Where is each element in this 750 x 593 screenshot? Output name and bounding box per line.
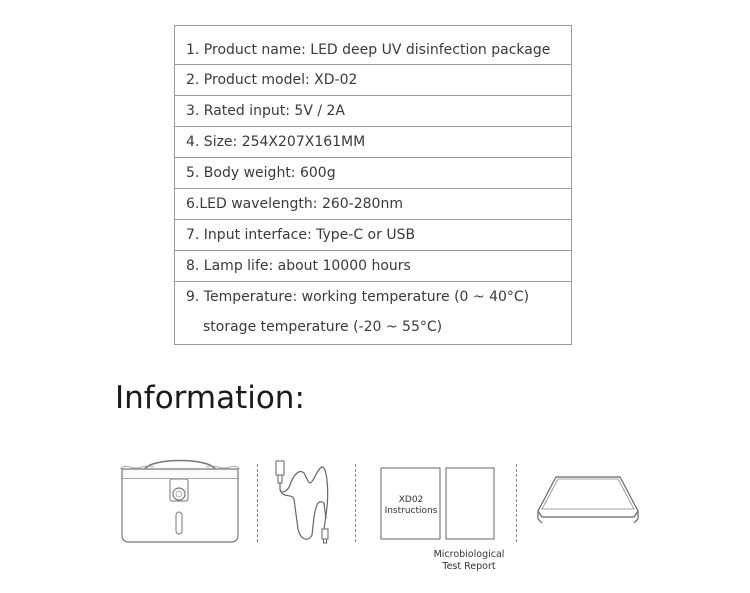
divider <box>516 464 517 542</box>
spec-lamp-life: 8. Lamp life: about 10000 hours <box>175 251 571 282</box>
usb-cable-icon <box>268 459 348 545</box>
test-report-caption-line2: Test Report <box>442 561 496 572</box>
test-report-caption <box>418 549 520 573</box>
divider <box>257 464 258 542</box>
spec-product-model: 2. Product model: XD-02 <box>175 65 571 96</box>
spec-body-weight: 5. Body weight: 600g <box>175 158 571 189</box>
instructions-label <box>383 495 439 517</box>
specification-table <box>174 25 572 345</box>
information-heading: Information: <box>115 380 305 416</box>
test-report-icon <box>445 467 497 541</box>
divider <box>355 464 356 542</box>
instructions-label-text: Instructions <box>384 506 438 516</box>
cover-lid-icon <box>534 471 642 527</box>
spec-size: 4. Size: 254X207X161MM <box>175 127 571 158</box>
accessories-row <box>0 455 750 585</box>
test-report-caption-line1: Microbiological <box>433 549 505 560</box>
disinfection-bag-icon <box>116 455 244 547</box>
instructions-label-model: XD02 <box>398 495 424 505</box>
spec-product-name: 1. Product name: LED deep UV disinfection package <box>175 26 571 65</box>
spec-temperature-storage: storage temperature (-20 ~ 55°C) <box>203 319 443 335</box>
spec-rated-input: 3. Rated input: 5V / 2A <box>175 96 571 127</box>
spec-input-interface: 7. Input interface: Type-C or USB <box>175 220 571 251</box>
spec-led-wavelength: 6.LED wavelength: 260-280nm <box>175 189 571 220</box>
spec-temperature <box>175 282 571 344</box>
spec-temperature-working: 9. Temperature: working temperature (0 ~ 40°C) <box>186 289 530 305</box>
